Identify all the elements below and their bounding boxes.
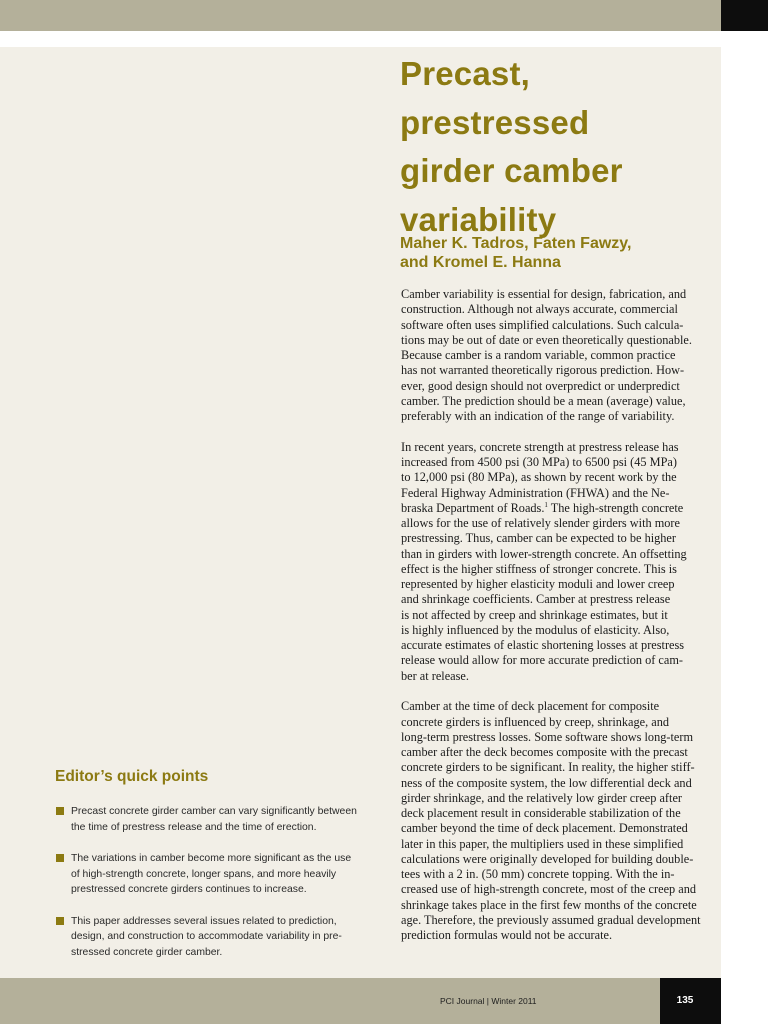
top-decorative-band <box>0 0 721 31</box>
text-line: Precast concrete girder camber can vary significantly between <box>71 806 357 817</box>
text-line: camber. The prediction should be a mean (average) value, <box>401 393 686 408</box>
reference-superscript: 1 <box>544 500 548 509</box>
text-line: construction. Although not always accurate, commercial <box>401 302 678 317</box>
text-line: ber at release. <box>401 668 469 683</box>
text-line: represented by higher elasticity moduli and lower creep <box>401 577 675 591</box>
text-line: prestressing. Thus, camber can be expected to be higher <box>401 531 676 546</box>
title-line: variability <box>400 200 557 238</box>
author-line: and Kromel E. Hanna <box>400 254 561 271</box>
paragraph-1 <box>401 287 717 424</box>
text-line: Federal Highway Administration (FHWA) and the Ne- <box>401 485 670 500</box>
text-line: accurate estimates of elastic shortening losses at prestress <box>401 638 685 652</box>
text-line: camber after the deck becomes composite with the precast <box>401 745 688 759</box>
text-line: tees with a 2 in. (50 mm) concrete topping. With the in- <box>401 867 675 881</box>
quick-point-item <box>56 851 376 898</box>
quick-point-item <box>56 804 376 835</box>
text-line: creased use of high-strength concrete, most of the creep and <box>401 882 697 897</box>
text-line: has not warranted theoretically rigorous prediction. How- <box>401 363 685 378</box>
text-line: shrinkage takes place in the first few months of the concrete <box>401 897 697 912</box>
quick-point-item <box>56 914 376 961</box>
top-black-tab <box>721 0 768 31</box>
footer-band <box>0 978 721 1024</box>
text-line: tions may be out of date or even theoretically questionable. <box>401 332 692 347</box>
text-line: ever, good design should not overpredict or underpredict <box>401 378 680 393</box>
text-line: preferably with an indication of the range of variability. <box>401 409 675 423</box>
square-bullet-icon <box>56 807 64 815</box>
page-number: 135 <box>676 995 694 1006</box>
paragraph-2 <box>401 440 717 684</box>
text-line: The variations in camber become more significant as the use <box>71 853 352 864</box>
text-line: and shrinkage coefficients. Camber at prestress release <box>401 592 671 607</box>
text-line: software often uses simplified calculations. Such calcula- <box>401 317 684 332</box>
article-title <box>400 50 720 244</box>
text-line: is not affected by creep and shrinkage estimates, but it <box>401 607 668 622</box>
text-line: In recent years, concrete strength at prestress release has <box>401 439 679 454</box>
text-line: Because camber is a random variable, common practice <box>401 348 676 362</box>
text-line: the time of prestress release and the time of erection. <box>71 821 317 833</box>
text-line: stressed concrete girder camber. <box>71 946 223 958</box>
article-body <box>401 287 717 959</box>
text-line: concrete girders to be significant. In reality, the higher stiff- <box>401 760 695 775</box>
author-byline <box>400 234 720 272</box>
quick-points-heading: Editor’s quick points <box>55 768 209 785</box>
author-line: Maher K. Tadros, Faten Fawzy, <box>400 235 632 252</box>
text-line: to 12,000 psi (80 MPa), as shown by recent work by the <box>401 470 677 485</box>
text-line: long-term prestress losses. Some software shows long-term <box>401 729 694 744</box>
text-line: prestressed concrete girders continues to increase. <box>71 884 307 895</box>
text-line: age. Therefore, the previously assumed gradual development <box>401 912 701 927</box>
text-line: ness of the composite system, the low differential deck and <box>401 775 692 790</box>
text-line: camber beyond the time of deck placement. Demonstrated <box>401 821 688 836</box>
text-line: of high-strength concrete, longer spans, and more heavily <box>71 868 337 880</box>
journal-footer: PCI Journal | Winter 2011 <box>440 996 537 1006</box>
text-line: calculations were originally developed for building double- <box>401 851 694 866</box>
text-line: prediction formulas would not be accurate. <box>401 928 613 942</box>
text-line: deck placement result in considerable stabilization of the <box>401 806 681 820</box>
text-line: concrete girders is influenced by creep, shrinkage, and <box>401 714 670 729</box>
square-bullet-icon <box>56 917 64 925</box>
text-line: design, and construction to accommodate variability in pre- <box>71 931 342 942</box>
text-line-with-reference <box>401 501 717 516</box>
text-line: later in this paper, the multipliers used in these simplified <box>401 836 684 851</box>
text-line: This paper addresses several issues related to prediction, <box>71 915 337 927</box>
text-line: girder shrinkage, and the relatively low girder creep after <box>401 790 682 805</box>
text-line: than in girders with lower-strength concrete. An offsetting <box>401 546 687 561</box>
text-line: Camber at the time of deck placement for composite <box>401 699 660 714</box>
text-line: effect is the higher stiffness of stronger concrete. This is <box>401 561 677 576</box>
text-fragment: The high-strength concrete <box>547 500 684 515</box>
quick-points-list <box>56 804 376 976</box>
text-line: increased from 4500 psi (30 MPa) to 6500 psi (45 MPa) <box>401 455 677 469</box>
paragraph-3 <box>401 699 717 943</box>
title-line: girder camber <box>400 152 623 190</box>
text-line: allows for the use of relatively slender girders with more <box>401 516 680 530</box>
title-line: prestressed <box>400 103 590 141</box>
text-line: is highly influenced by the modulus of elasticity. Also, <box>401 622 670 637</box>
text-fragment: braska Department of Roads. <box>401 500 545 515</box>
title-line: Precast, <box>400 55 531 92</box>
square-bullet-icon <box>56 854 64 862</box>
text-line: release would allow for more accurate prediction of cam- <box>401 653 684 668</box>
text-line: Camber variability is essential for design, fabrication, and <box>401 287 687 301</box>
